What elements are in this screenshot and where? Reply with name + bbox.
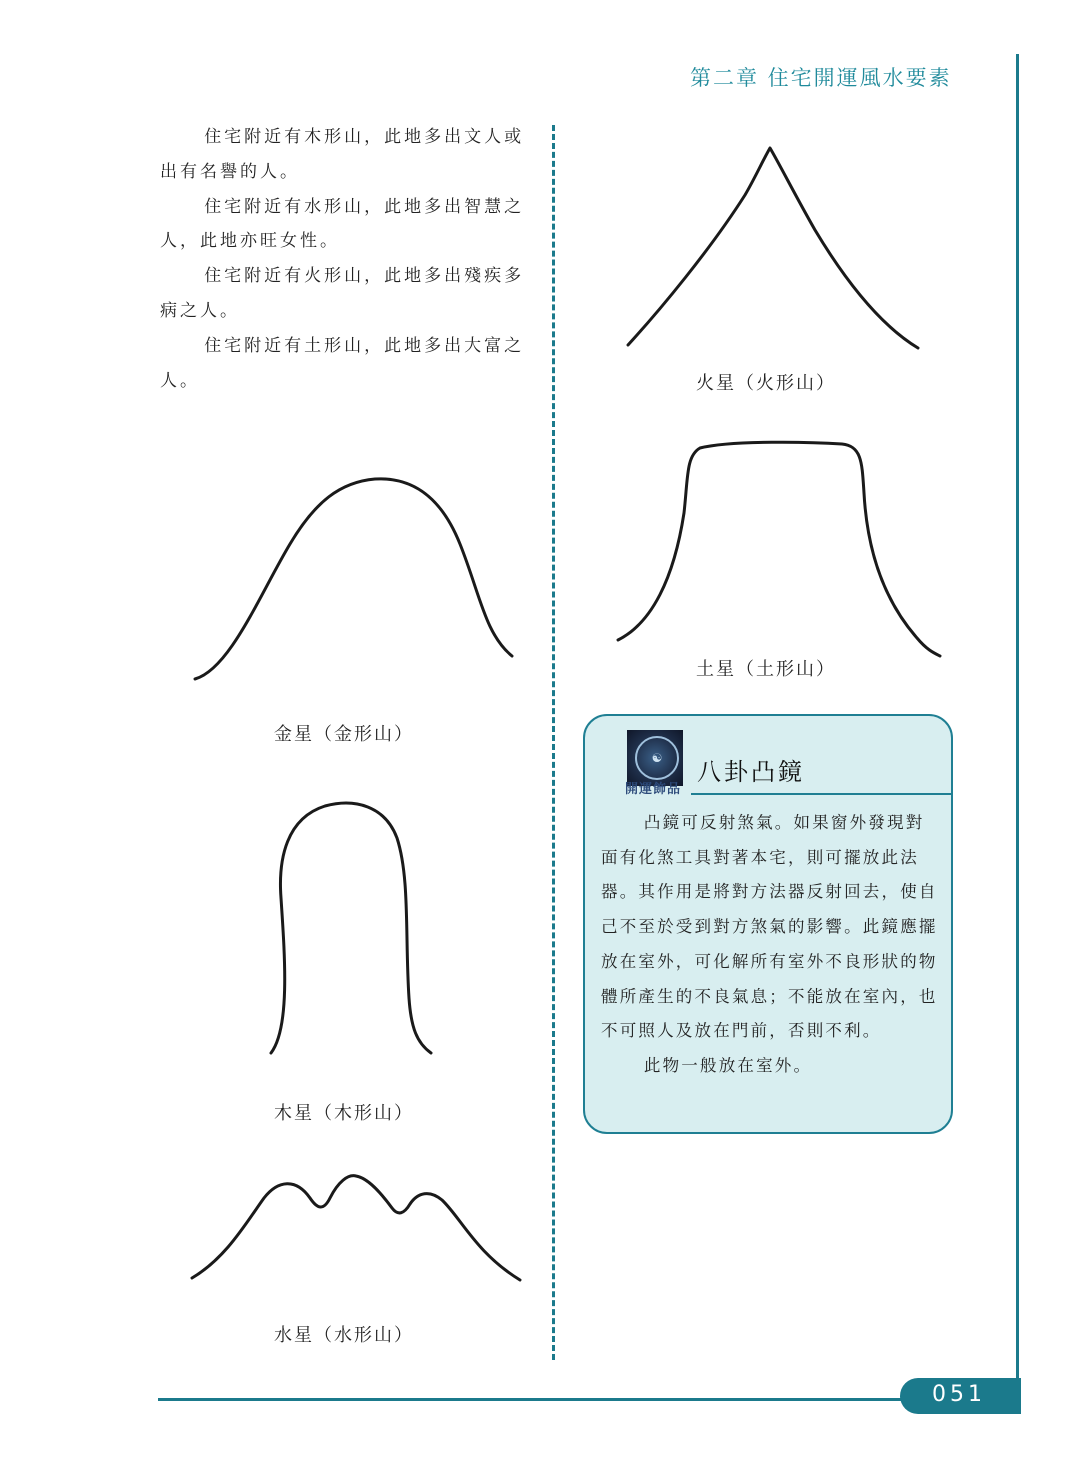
intro-paragraph: 住宅附近有火形山，此地多出殘疾多病之人。: [160, 266, 525, 321]
bagua-emblem-icon: ☯: [635, 736, 679, 780]
earth-mountain-caption: 土星（土形山）: [696, 659, 836, 680]
water-mountain-drawing: [186, 1168, 526, 1283]
wood-mountain-drawing: [265, 798, 440, 1060]
intro-paragraph: 住宅附近有木形山，此地多出文人或出有名譽的人。: [160, 127, 525, 182]
page-edge-rule: [1016, 54, 1019, 1414]
title-underline: [691, 793, 951, 795]
intro-paragraph: 住宅附近有土形山，此地多出大富之人。: [160, 335, 525, 391]
chapter-header: 第二章 住宅開運風水要素: [690, 66, 952, 90]
earth-mountain-drawing: [612, 438, 947, 663]
metal-mountain-caption: 金星（金形山）: [274, 724, 414, 745]
page-number: 051: [932, 1382, 986, 1407]
water-mountain-caption: 水星（水形山）: [274, 1325, 414, 1346]
logo-label: 開運飾品: [625, 782, 682, 797]
intro-text: [160, 120, 532, 398]
fire-mountain-caption: 火星（火形山）: [696, 373, 836, 394]
lucky-ornament-logo: [627, 730, 683, 786]
bagua-mirror-box: [583, 714, 953, 1134]
wood-mountain-caption: 木星（木形山）: [274, 1103, 414, 1124]
column-divider: [552, 125, 555, 1360]
box-body-text: [601, 806, 941, 1084]
intro-paragraph: 住宅附近有水形山，此地多出智慧之人，此地亦旺女性。: [160, 196, 525, 252]
box-title: 八卦凸鏡: [697, 758, 805, 786]
fire-mountain-drawing: [620, 140, 925, 355]
footer-rule: [158, 1398, 918, 1401]
metal-mountain-drawing: [190, 474, 520, 689]
box-paragraph: 此物一般放在室外。: [643, 1055, 813, 1075]
box-paragraph: 凸鏡可反射煞氣。如果窗外發現對面有化煞工具對著本宅，則可擺放此法器。其作用是將對方法器反射回去，使自己不至於受到對方煞氣的影響。此鏡應擺放在室外，可化解所有室外不良形狀的物體所產生的不良氣息；不能放在室內，也不可照人及放在門前，否則不利。: [601, 813, 938, 1041]
